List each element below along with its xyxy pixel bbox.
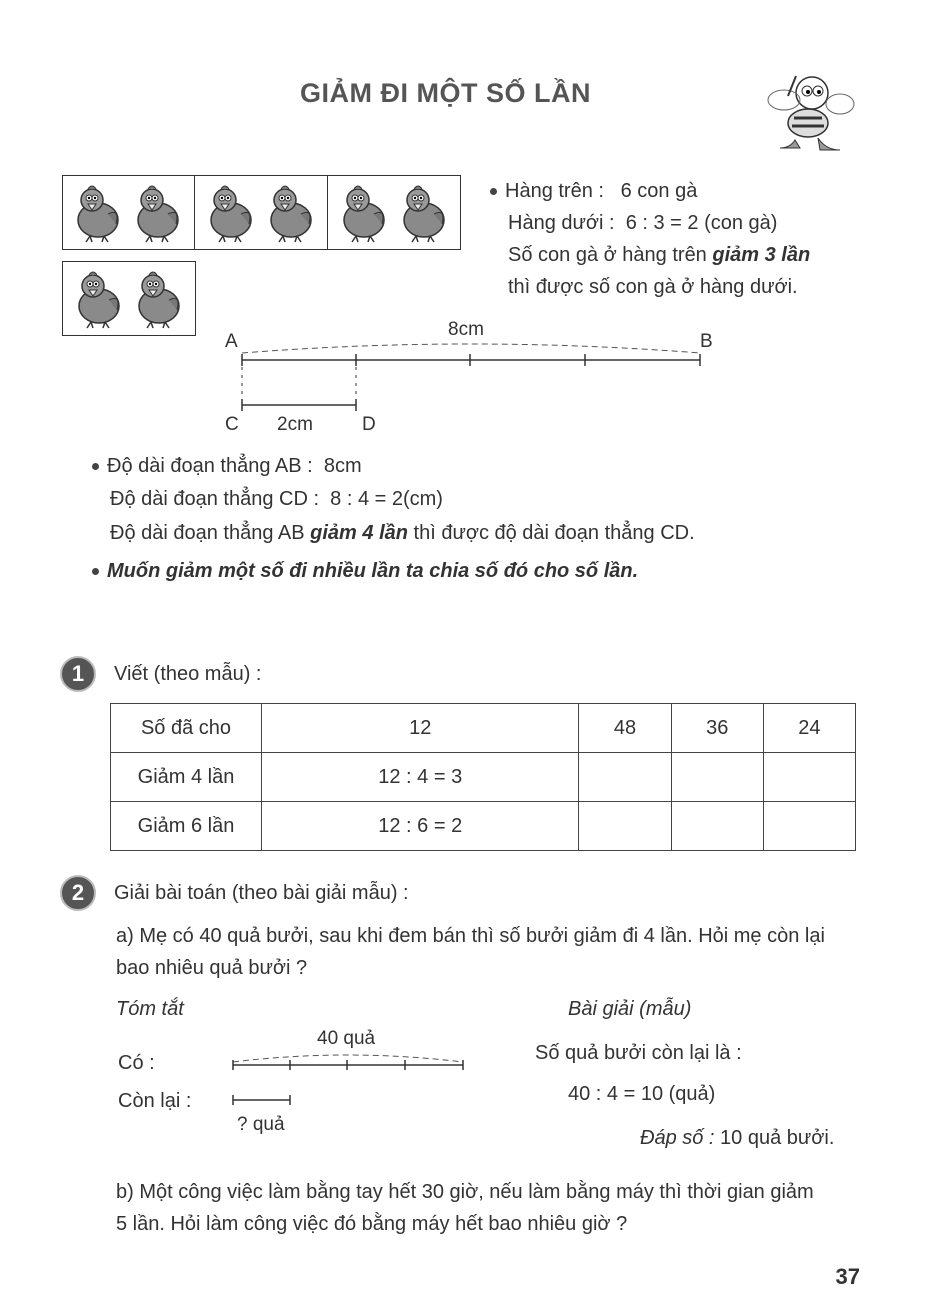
summary-diagram — [225, 1020, 475, 1140]
problem-b-line1: b) Một công việc làm bằng tay hết 30 giờ, nếu làm bằng máy thì thời gian giảm — [116, 1181, 814, 1203]
chick-pair — [328, 176, 460, 249]
table-cell: 12 : 6 = 2 — [262, 802, 579, 851]
chick-icon — [68, 180, 128, 246]
svg-text:8cm: 8cm — [448, 319, 484, 340]
table-cell: Số đã cho — [111, 704, 262, 753]
bullet-icon — [490, 188, 497, 195]
table-cell: 12 : 4 = 3 — [262, 753, 579, 802]
svg-text:C: C — [225, 414, 239, 435]
chick-icon — [201, 180, 261, 246]
page-number: 37 — [835, 1264, 860, 1289]
table-cell-empty[interactable] — [579, 753, 671, 802]
chick-row-bottom — [62, 261, 196, 336]
bullet-icon — [92, 568, 99, 575]
summary-title: Tóm tắt — [116, 998, 184, 1020]
table-cell-empty[interactable] — [763, 753, 855, 802]
length-conclusion: Độ dài đoạn thẳng AB giảm 4 lần thì được độ dài đoạn thẳng CD. — [110, 522, 695, 544]
chick-text-2: Hàng dưới : 6 : 3 = 2 (con gà) — [508, 212, 778, 234]
problem-a-line2: bao nhiêu quả bưởi ? — [116, 957, 308, 979]
solution-line1: Số quả bưởi còn lại là : — [535, 1042, 742, 1064]
exercise-1-number: 1 — [60, 656, 96, 692]
svg-text:A: A — [225, 331, 238, 352]
solution-line2: 40 : 4 = 10 (quả) — [568, 1083, 716, 1105]
problem-b-line2: 5 lần. Hỏi làm công việc đó bằng máy hết bao nhiêu giờ ? — [116, 1213, 628, 1235]
page-title: GIẢM ĐI MỘT SỐ LẦN — [300, 78, 591, 108]
chick-row-top — [62, 175, 461, 250]
table-row — [111, 802, 856, 851]
exercise-2-number: 2 — [60, 875, 96, 911]
table-cell: 12 — [262, 704, 579, 753]
answer: Đáp số : 10 quả bưởi. — [640, 1127, 835, 1149]
table-row — [111, 753, 856, 802]
chick-icon — [394, 180, 454, 246]
table-cell-empty[interactable] — [671, 753, 763, 802]
length-cd: Độ dài đoạn thẳng CD : 8 : 4 = 2(cm) — [110, 488, 443, 510]
chick-pair — [63, 176, 195, 249]
chick-text-1: Hàng trên : 6 con gà — [490, 180, 697, 203]
chick-icon — [69, 266, 129, 332]
bullet-icon — [92, 463, 99, 470]
bee-mascot-icon — [760, 68, 860, 158]
chick-pair — [63, 262, 195, 335]
table-cell: 24 — [763, 704, 855, 753]
chick-text-3: Số con gà ở hàng trên giảm 3 lần — [508, 244, 811, 266]
label-co: Có : — [118, 1052, 155, 1074]
exercise-2-prompt: Giải bài toán (theo bài giải mẫu) : — [114, 882, 409, 904]
chick-pair — [195, 176, 329, 249]
chick-icon — [261, 180, 321, 246]
table-cell: 48 — [579, 704, 671, 753]
solution-title: Bài giải (mẫu) — [568, 998, 692, 1020]
svg-text:B: B — [700, 331, 713, 352]
chick-icon — [334, 180, 394, 246]
svg-text:2cm: 2cm — [277, 414, 313, 435]
segment-diagram — [220, 315, 740, 440]
label-con-lai: Còn lại : — [118, 1090, 192, 1112]
table-cell-empty[interactable] — [579, 802, 671, 851]
table-cell: Giảm 6 lần — [111, 802, 262, 851]
length-ab: Độ dài đoạn thẳng AB : 8cm — [92, 455, 362, 478]
chick-icon — [128, 180, 188, 246]
rule-text: Muốn giảm một số đi nhiều lần ta chia số đó cho số lần. — [92, 560, 638, 583]
table-cell-empty[interactable] — [671, 802, 763, 851]
table-cell: 36 — [671, 704, 763, 753]
table-row — [111, 704, 856, 753]
svg-text:? quả: ? quả — [237, 1114, 285, 1135]
svg-text:40 quả: 40 quả — [317, 1028, 376, 1049]
problem-a-line1: a) Mẹ có 40 quả bưởi, sau khi đem bán thì số bưởi giảm đi 4 lần. Hỏi mẹ còn lại — [116, 925, 825, 947]
svg-text:D: D — [362, 414, 376, 435]
exercise-1-table — [110, 703, 856, 851]
chick-icon — [129, 266, 189, 332]
exercise-1-prompt: Viết (theo mẫu) : — [114, 663, 262, 685]
chick-text-4: thì được số con gà ở hàng dưới. — [508, 276, 798, 298]
table-cell-empty[interactable] — [763, 802, 855, 851]
table-cell: Giảm 4 lần — [111, 753, 262, 802]
